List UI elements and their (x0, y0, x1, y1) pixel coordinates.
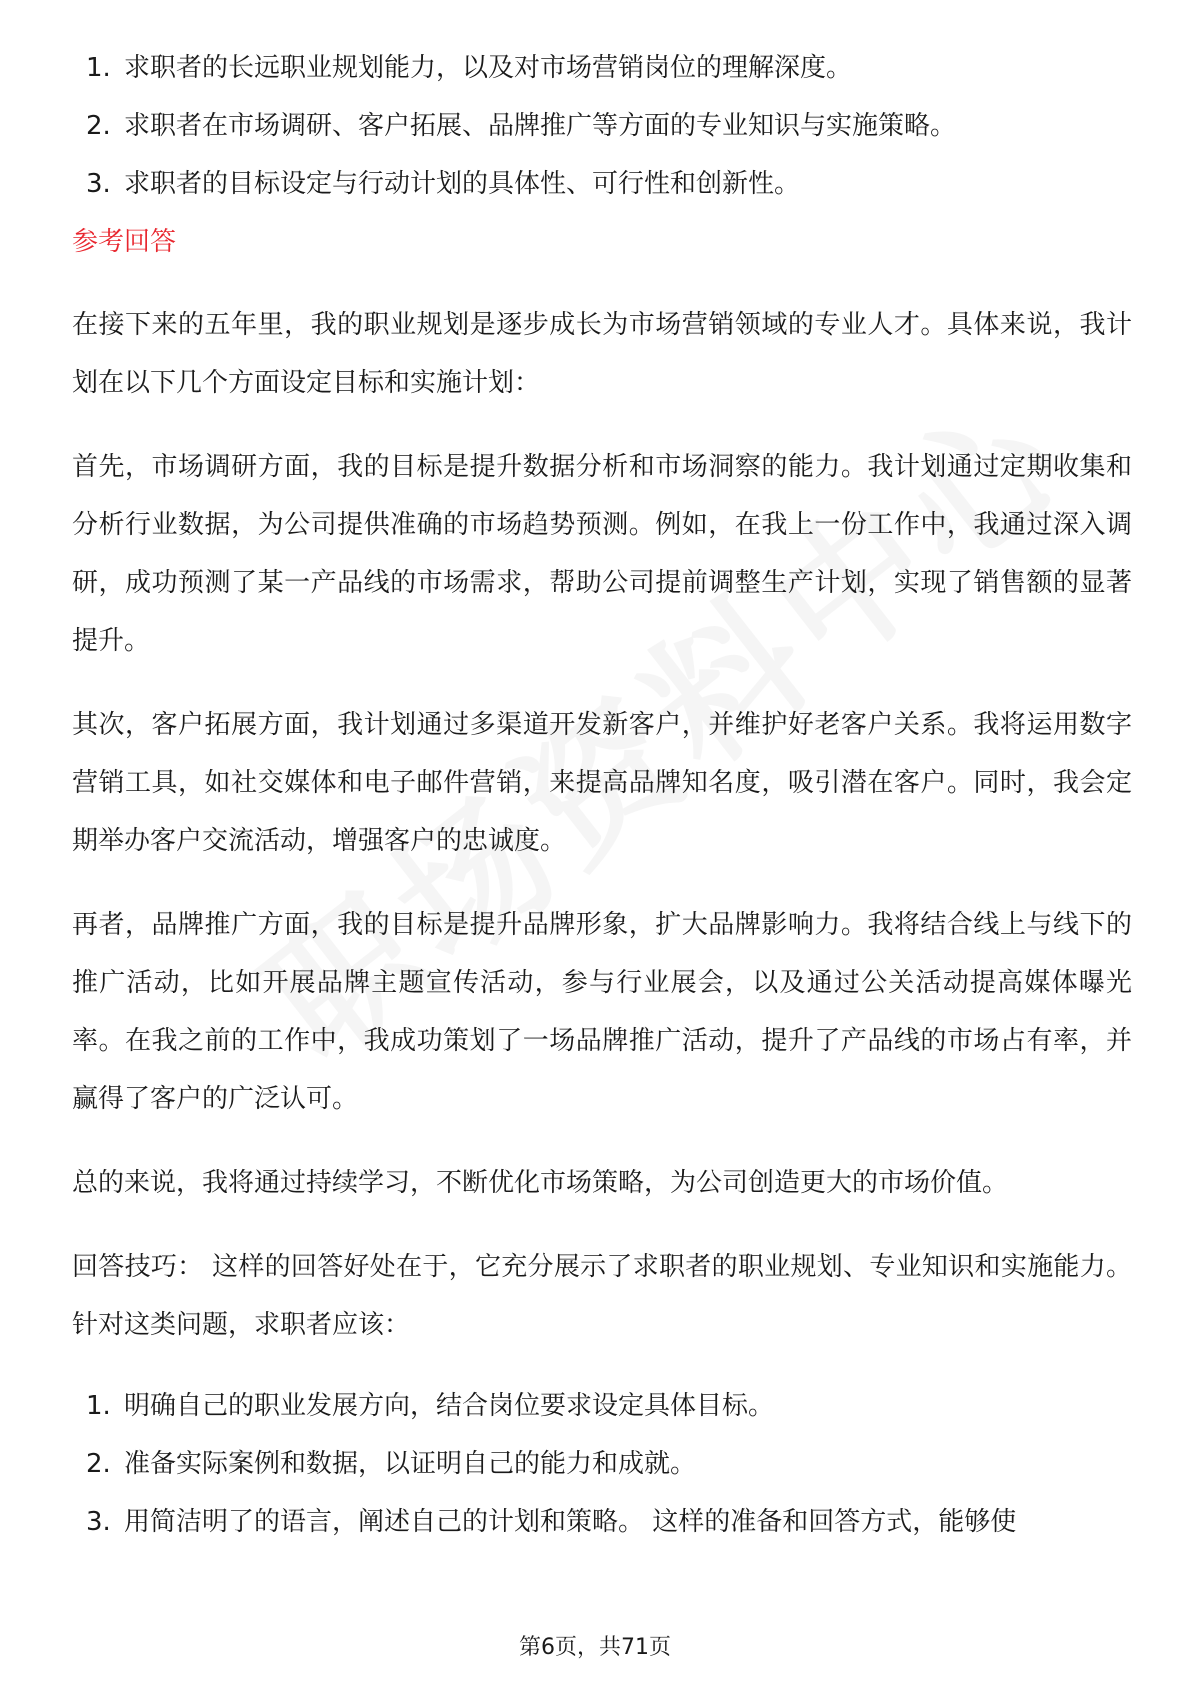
page-number-footer: 第6页，共71页 (519, 1635, 671, 1660)
list-text: 求职者的目标设定与行动计划的具体性、可行性和创新性。 (124, 169, 801, 199)
list-item (72, 1390, 1132, 1422)
list-text: 求职者的长远职业规划能力，以及对市场营销岗位的理解深度。 (124, 53, 853, 83)
list-text: 准备实际案例和数据，以证明自己的能力和成就。 (124, 1449, 697, 1479)
list-item (72, 52, 1132, 84)
list-number: 1. (86, 53, 111, 83)
paragraph-answer-tips: 回答技巧： 这样的回答好处在于，它充分展示了求职者的职业规划、专业知识和实施能力。针对这类问题，求职者应该： (72, 1252, 1132, 1340)
list-text: 求职者在市场调研、客户拓展、品牌推广等方面的专业知识与实施策略。 (124, 111, 957, 141)
section-title-reference-answer: 参考回答 (72, 227, 177, 257)
paragraph-summary: 总的来说，我将通过持续学习，不断优化市场策略，为公司创造更大的市场价值。 (72, 1168, 1009, 1198)
paragraph-customer-expansion: 其次，客户拓展方面，我计划通过多渠道开发新客户，并维护好老客户关系。我将运用数字营销工具，如社交媒体和电子邮件营销，来提高品牌知名度，吸引潜在客户。同时，我会定期举办客户交流活动，增强客户的忠诚度。 (72, 710, 1132, 856)
paragraph-market-research: 首先，市场调研方面，我的目标是提升数据分析和市场洞察的能力。我计划通过定期收集和分析行业数据，为公司提供准确的市场趋势预测。例如，在我上一份工作中，我通过深入调研，成功预测了某一产品线的市场需求，帮助公司提前调整生产计划，实现了销售额的显著提升。 (72, 452, 1132, 656)
list-number: 2. (86, 111, 111, 141)
list-number: 2. (86, 1449, 111, 1479)
paragraph-intro: 在接下来的五年里，我的职业规划是逐步成长为市场营销领域的专业人才。具体来说，我计划在以下几个方面设定目标和实施计划： (72, 310, 1132, 398)
list-number: 3. (86, 169, 111, 199)
list-number: 3. (86, 1507, 111, 1537)
tips-list (72, 1390, 1132, 1538)
list-text: 用简洁明了的语言，阐述自己的计划和策略。 这样的准备和回答方式，能够使 (124, 1507, 1017, 1537)
list-item (72, 1506, 1132, 1538)
document-body (72, 52, 1132, 1564)
list-number: 1. (86, 1391, 111, 1421)
list-item (72, 168, 1132, 200)
list-item (72, 110, 1132, 142)
list-text: 明确自己的职业发展方向，结合岗位要求设定具体目标。 (124, 1391, 775, 1421)
paragraph-brand-promotion: 再者，品牌推广方面，我的目标是提升品牌形象，扩大品牌影响力。我将结合线上与线下的推广活动，比如开展品牌主题宣传活动，参与行业展会，以及通过公关活动提高媒体曝光率。在我之前的工作中，我成功策划了一场品牌推广活动，提升了产品线的市场占有率，并赢得了客户的广泛认可。 (72, 910, 1132, 1114)
list-item (72, 1448, 1132, 1480)
evaluation-points-list (72, 52, 1132, 200)
